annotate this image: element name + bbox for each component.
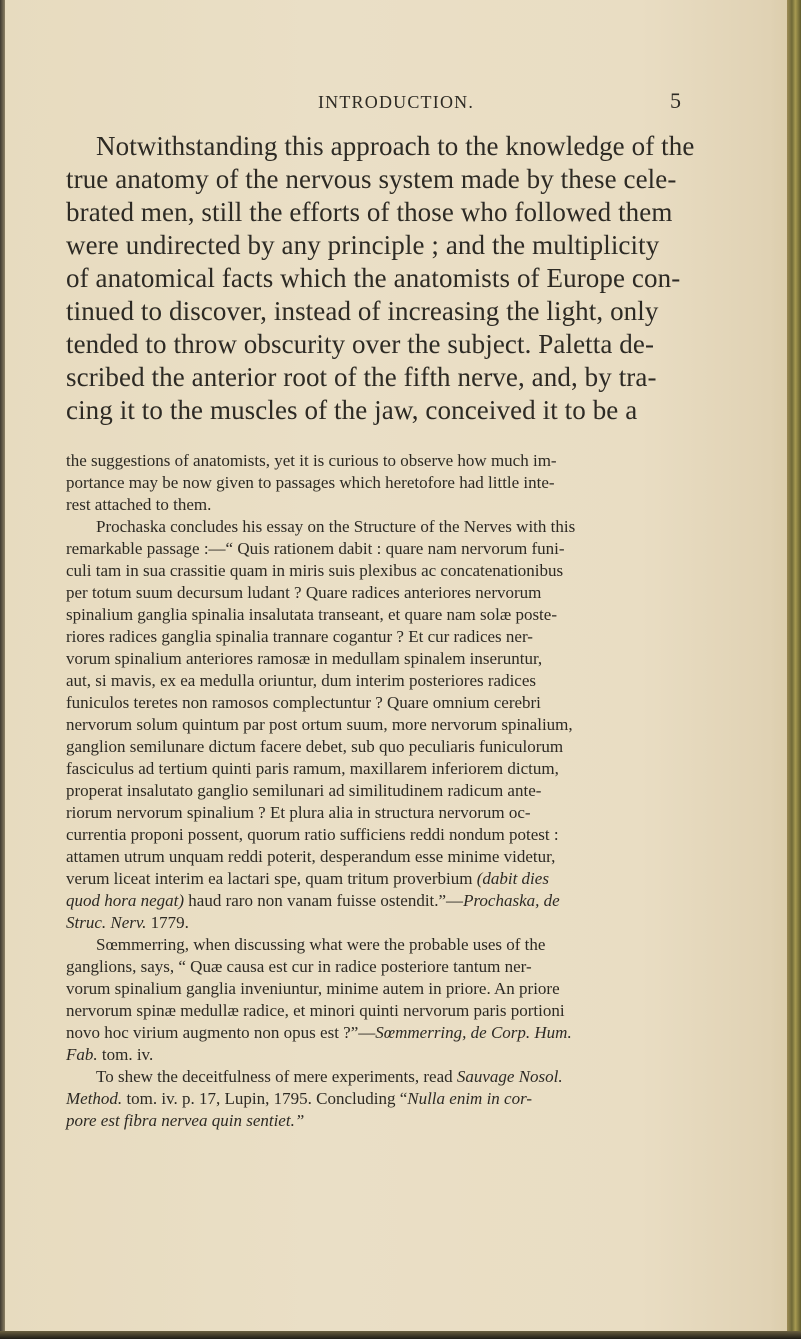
footnote-line: nervorum solum quintum par post ortum suum, more nervorum spinalium, (66, 715, 573, 734)
footnote-italic: Struc. Nerv. (66, 913, 147, 932)
footnote-italic: Fab. (66, 1045, 98, 1064)
footnote-text: tom. iv. p. 17, Lupin, 1795. Concluding “ (126, 1089, 408, 1108)
footnote-line: Sœmmerring, when discussing what were the probable uses of the (96, 935, 546, 954)
footnote-line: remarkable passage :—“ Quis rationem dabit : quare nam nervorum funi- (66, 539, 565, 558)
footnote-line: Prochaska concludes his essay on the Structure of the Nerves with this (96, 517, 576, 536)
footnote-italic: Sœmmerring, de Corp. Hum. (375, 1023, 572, 1042)
main-text-line: scribed the anterior root of the fifth nerve, and, by tra- (66, 362, 657, 392)
main-text-line: cing it to the muscles of the jaw, conceived it to be a (66, 395, 638, 425)
page-right-edge (787, 0, 801, 1339)
footnote-line: ganglion semilunare dictum facere debet, sub quo peculiaris funiculorum (66, 737, 564, 756)
footnote-line: riorum nervorum spinalium ? Et plura alia in structura nervorum oc- (66, 803, 531, 822)
running-head: INTRODUCTION. (317, 92, 475, 112)
footnote-italic: Sauvage Nosol. (456, 1067, 563, 1086)
footnote-line (66, 912, 189, 934)
footnote-text: novo hoc virium augmento non opus est ?”— (66, 1023, 376, 1042)
page-left-edge (0, 0, 5, 1339)
footnote-italic: quod hora negat) (66, 891, 185, 910)
footnote-line: per totum suum decursum ludant ? Quare radices anteriores nervorum (66, 583, 542, 602)
footnote-line: riores radices ganglia spinalia trannare cogantur ? Et cur radices ner- (66, 627, 533, 646)
footnote-text: tom. iv. (101, 1045, 154, 1064)
footnote-line: properat insalutato ganglio semilunari ad similitudinem radicum ante- (66, 781, 542, 800)
footnote-line: attamen utrum unquam reddi poterit, desperandum esse minime videtur, (66, 847, 556, 866)
main-text-line: tinued to discover, instead of increasing the light, only (66, 296, 659, 326)
footnote-line: the suggestions of anatomists, yet it is curious to observe how much im- (66, 451, 557, 470)
footnote-line: pore est fibra nervea quin sentiet.” (66, 1111, 305, 1130)
footnote-line: spinalium ganglia spinalia insalutata transeant, et quare nam solæ poste- (66, 605, 557, 624)
main-text-line: were undirected by any principle ; and the multiplicity (66, 230, 660, 260)
footnote-line (66, 1088, 532, 1110)
footnote-line: aut, si mavis, ex ea medulla oriuntur, dum interim posteriores radices (66, 671, 536, 690)
main-text-line: of anatomical facts which the anatomists of Europe con- (66, 263, 681, 293)
footnote-italic: (dabit dies (476, 869, 549, 888)
footnote-line (66, 1044, 153, 1066)
page-bottom-edge (0, 1331, 801, 1339)
footnote-line: fasciculus ad tertium quinti paris ramum, maxillarem inferiorem dictum, (66, 759, 559, 778)
footnote-text: haud raro non vanam fuisse ostendit.”— (188, 891, 464, 910)
footnote-line (96, 1066, 563, 1088)
footnote-text: To shew the deceitfulness of mere experiments, read (96, 1067, 453, 1086)
footnote-line (66, 890, 560, 912)
footnote-text: verum liceat interim ea lactari spe, quam tritum proverbium (66, 869, 473, 888)
footnote-italic: Method. (66, 1089, 123, 1108)
footnote-line (66, 1022, 572, 1044)
footnote-italic: Nulla enim in cor- (407, 1089, 533, 1108)
main-text-line: brated men, still the efforts of those who followed them (66, 197, 673, 227)
footnote-line: vorum spinalium ganglia inveniuntur, minime autem in priore. An priore (66, 979, 560, 998)
page-number: 5 (670, 88, 681, 113)
footnote-line: currentia proponi possent, quorum ratio sufficiens reddi nondum potest : (66, 825, 559, 844)
footnote-line: culi tam in sua crassitie quam in miris suis plexibus ac concatenationibus (66, 561, 564, 580)
footnote-line: nervorum spinæ medullæ radice, et minori quinti nervorum paris portioni (66, 1001, 565, 1020)
footnote-italic: Prochaska, de (463, 891, 560, 910)
footnote-line: rest attached to them. (66, 495, 212, 514)
footnote-text: 1779. (150, 913, 189, 932)
main-text-line: true anatomy of the nervous system made by these cele- (66, 164, 677, 194)
footnote-line: funiculos teretes non ramosos complectuntur ? Quare omnium cerebri (66, 693, 541, 712)
footnote-line: vorum spinalium anteriores ramosæ in medullam spinalem inseruntur, (66, 649, 543, 668)
main-text-line: Notwithstanding this approach to the knowledge of the (96, 131, 695, 161)
footnote-line: ganglions, says, “ Quæ causa est cur in radice posteriore tantum ner- (66, 957, 532, 976)
footnote-line (66, 868, 549, 890)
main-text-line: tended to throw obscurity over the subject. Paletta de- (66, 329, 655, 359)
footnote-line: portance may be now given to passages which heretofore had little inte- (66, 473, 555, 492)
